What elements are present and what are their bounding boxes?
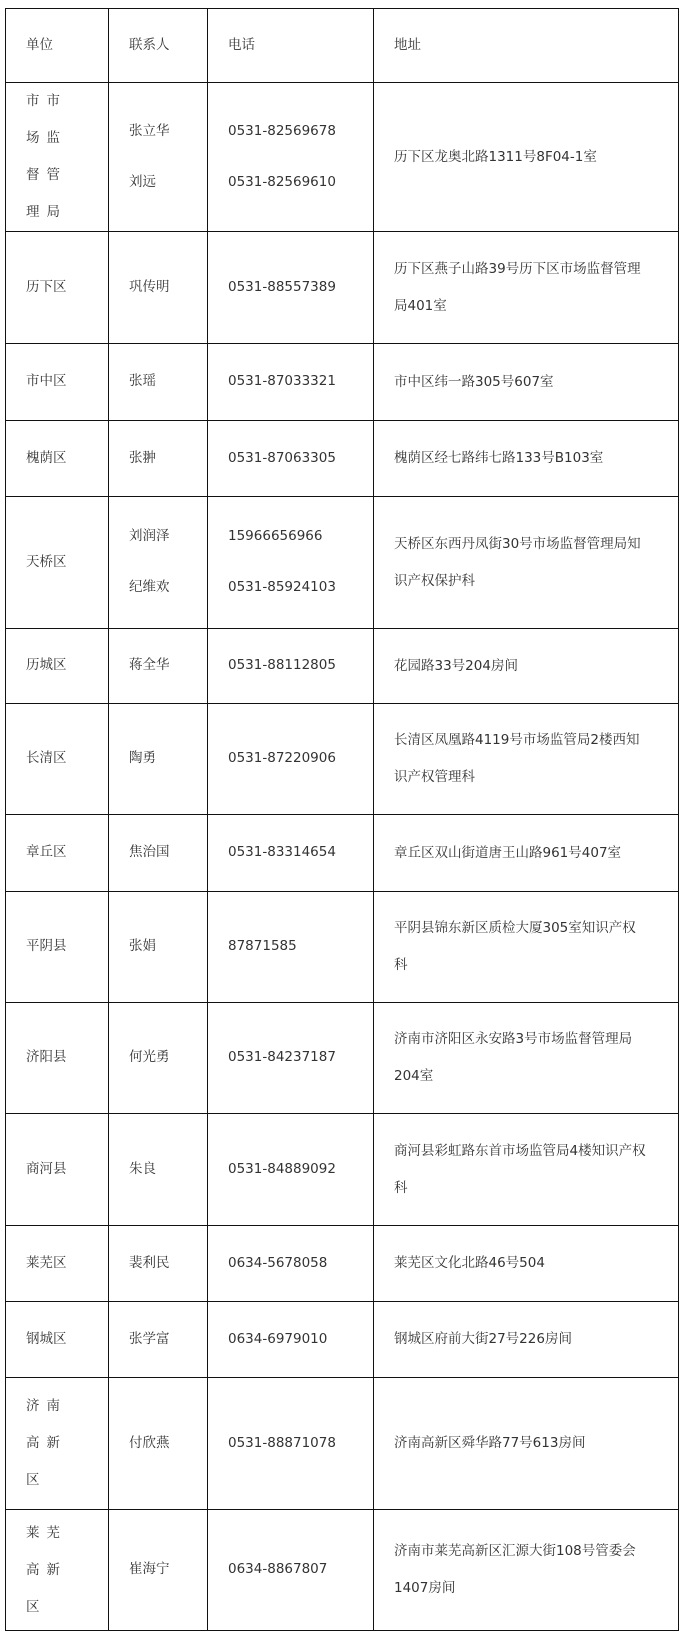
contact-cell xyxy=(109,1226,208,1302)
phone-cell xyxy=(208,1378,374,1510)
phone-cell xyxy=(208,421,374,497)
address-text: 天桥区东西丹凤街30号市场监督管理局知识产权保护科 xyxy=(394,535,641,589)
contact-name: 刘远 xyxy=(129,173,156,190)
contact-cell xyxy=(109,497,208,629)
contact-name: 陶勇 xyxy=(129,750,156,767)
address-text: 花园路33号204房间 xyxy=(394,657,518,674)
phone-number: 0531-88557389 xyxy=(228,278,336,295)
contact-cell xyxy=(109,1510,208,1631)
contact-table xyxy=(5,8,679,1631)
phone-number: 0531-88871078 xyxy=(228,1434,336,1451)
contact-name: 刘润泽 xyxy=(129,528,170,545)
table-row xyxy=(6,892,679,1003)
unit-name: 市中区 xyxy=(26,373,67,390)
unit-cell xyxy=(6,83,109,232)
address-cell xyxy=(374,1226,679,1302)
contact-cell xyxy=(109,1114,208,1226)
address-text: 历下区龙奥北路1311号8F04-1室 xyxy=(394,148,597,165)
contact-name: 张娟 xyxy=(129,938,156,955)
table-row xyxy=(6,704,679,815)
unit-name: 槐荫区 xyxy=(26,449,67,466)
address-cell xyxy=(374,1510,679,1631)
phone-cell xyxy=(208,629,374,704)
address-cell xyxy=(374,344,679,421)
phone-number: 0531-84889092 xyxy=(228,1160,336,1177)
unit-cell xyxy=(6,497,109,629)
header-row xyxy=(6,9,679,83)
header-address: 地址 xyxy=(374,9,679,83)
unit-name: 天桥区 xyxy=(26,553,67,570)
phone-number: 0531-87220906 xyxy=(228,750,336,767)
phone-cell xyxy=(208,815,374,892)
unit-cell xyxy=(6,1378,109,1510)
address-text: 章丘区双山街道唐王山路961号407室 xyxy=(394,844,622,861)
contact-name: 付欣燕 xyxy=(129,1434,170,1451)
contact-name: 蒋全华 xyxy=(129,657,170,674)
phone-number: 0531-88112805 xyxy=(228,657,336,674)
phone-number: 0531-87063305 xyxy=(228,449,336,466)
header-contact: 联系人 xyxy=(109,9,208,83)
phone-number: 0531-84237187 xyxy=(228,1049,336,1066)
contact-name: 朱良 xyxy=(129,1160,156,1177)
phone-number: 0531-82569678 xyxy=(228,122,336,139)
phone-cell xyxy=(208,344,374,421)
contact-cell xyxy=(109,232,208,344)
address-text: 莱芜区文化北路46号504 xyxy=(394,1255,545,1271)
contact-cell xyxy=(109,892,208,1003)
contact-name: 巩传明 xyxy=(129,278,170,295)
address-text: 槐荫区经七路纬七路133号B103室 xyxy=(394,450,604,466)
contact-name: 何光勇 xyxy=(129,1049,170,1066)
contact-cell xyxy=(109,629,208,704)
table-row xyxy=(6,1003,679,1114)
phone-number: 0634-5678058 xyxy=(228,1254,328,1271)
phone-number: 15966656966 xyxy=(228,528,323,545)
phone-number: 0634-6979010 xyxy=(228,1330,328,1347)
contact-cell xyxy=(109,83,208,232)
unit-cell xyxy=(6,892,109,1003)
unit-cell xyxy=(6,1302,109,1378)
unit-cell xyxy=(6,344,109,421)
phone-cell xyxy=(208,83,374,232)
address-cell xyxy=(374,497,679,629)
unit-cell xyxy=(6,1003,109,1114)
address-text: 历下区燕子山路39号历下区市场监督管理局401室 xyxy=(394,260,641,314)
unit-name: 莱芜高新区 xyxy=(26,1524,67,1615)
unit-cell xyxy=(6,1510,109,1631)
unit-name: 济南高新区 xyxy=(26,1398,67,1488)
contact-name: 裴利民 xyxy=(129,1254,170,1271)
phone-cell xyxy=(208,1226,374,1302)
table-row xyxy=(6,232,679,344)
contact-name: 崔海宁 xyxy=(129,1561,170,1578)
unit-name: 历下区 xyxy=(26,278,67,295)
header-phone: 电话 xyxy=(208,9,374,83)
unit-name: 长清区 xyxy=(26,750,67,767)
address-text: 济南市济阳区永安路3号市场监督管理局204室 xyxy=(394,1031,633,1084)
contact-cell xyxy=(109,1302,208,1378)
table-row xyxy=(6,1510,679,1631)
phone-cell xyxy=(208,232,374,344)
unit-name: 市市场监督管理局 xyxy=(26,93,67,220)
address-cell xyxy=(374,704,679,815)
table-row xyxy=(6,1114,679,1226)
unit-cell xyxy=(6,232,109,344)
address-text: 商河县彩虹路东首市场监管局4楼知识产权科 xyxy=(394,1142,646,1196)
address-text: 长清区凤凰路4119号市场监管局2楼西知识产权管理科 xyxy=(394,732,640,785)
address-text: 平阴县锦东新区质检大厦305室知识产权科 xyxy=(394,920,636,973)
contact-name: 张翀 xyxy=(129,449,156,466)
unit-cell xyxy=(6,421,109,497)
table-row xyxy=(6,497,679,629)
address-cell xyxy=(374,1302,679,1378)
phone-cell xyxy=(208,892,374,1003)
address-cell xyxy=(374,83,679,232)
phone-number: 0531-82569610 xyxy=(228,173,336,190)
address-text: 济南高新区舜华路77号613房间 xyxy=(394,1435,586,1451)
phone-number: 0634-8867807 xyxy=(228,1561,328,1578)
header-unit: 单位 xyxy=(6,9,109,83)
unit-name: 济阳县 xyxy=(26,1049,67,1066)
contact-cell xyxy=(109,1003,208,1114)
table-row xyxy=(6,1378,679,1510)
table-row xyxy=(6,421,679,497)
unit-name: 商河县 xyxy=(26,1160,67,1177)
phone-cell xyxy=(208,497,374,629)
address-cell xyxy=(374,421,679,497)
unit-name: 钢城区 xyxy=(26,1330,67,1347)
phone-number: 0531-83314654 xyxy=(228,844,336,861)
contact-cell xyxy=(109,704,208,815)
address-cell xyxy=(374,892,679,1003)
table-row xyxy=(6,1302,679,1378)
unit-name: 平阴县 xyxy=(26,938,67,955)
phone-number: 0531-87033321 xyxy=(228,373,336,390)
phone-cell xyxy=(208,1114,374,1226)
phone-cell xyxy=(208,1510,374,1631)
contact-name: 焦治国 xyxy=(129,844,170,861)
phone-number: 87871585 xyxy=(228,938,297,955)
unit-cell xyxy=(6,1114,109,1226)
unit-cell xyxy=(6,815,109,892)
table-row xyxy=(6,83,679,232)
phone-cell xyxy=(208,1003,374,1114)
unit-cell xyxy=(6,629,109,704)
table-row xyxy=(6,1226,679,1302)
table-row xyxy=(6,629,679,704)
unit-cell xyxy=(6,1226,109,1302)
phone-cell xyxy=(208,704,374,815)
contact-name: 张瑶 xyxy=(129,373,156,390)
contact-name: 纪维欢 xyxy=(129,579,170,595)
unit-name: 章丘区 xyxy=(26,844,67,861)
contact-cell xyxy=(109,1378,208,1510)
unit-cell xyxy=(6,704,109,815)
contact-name: 张学富 xyxy=(129,1330,170,1347)
table-row xyxy=(6,344,679,421)
contact-cell xyxy=(109,421,208,497)
address-text: 市中区纬一路305号607室 xyxy=(394,373,554,390)
address-cell xyxy=(374,1114,679,1226)
address-text: 钢城区府前大街27号226房间 xyxy=(394,1331,572,1347)
address-cell xyxy=(374,629,679,704)
unit-name: 历城区 xyxy=(26,657,67,674)
address-cell xyxy=(374,815,679,892)
table-row xyxy=(6,815,679,892)
address-text: 济南市莱芜高新区汇源大街108号管委会1407房间 xyxy=(394,1543,636,1596)
contact-cell xyxy=(109,344,208,421)
contact-name: 张立华 xyxy=(129,122,170,139)
phone-number: 0531-85924103 xyxy=(228,579,336,595)
contact-cell xyxy=(109,815,208,892)
address-cell xyxy=(374,232,679,344)
address-cell xyxy=(374,1003,679,1114)
address-cell xyxy=(374,1378,679,1510)
unit-name: 莱芜区 xyxy=(26,1254,67,1271)
phone-cell xyxy=(208,1302,374,1378)
